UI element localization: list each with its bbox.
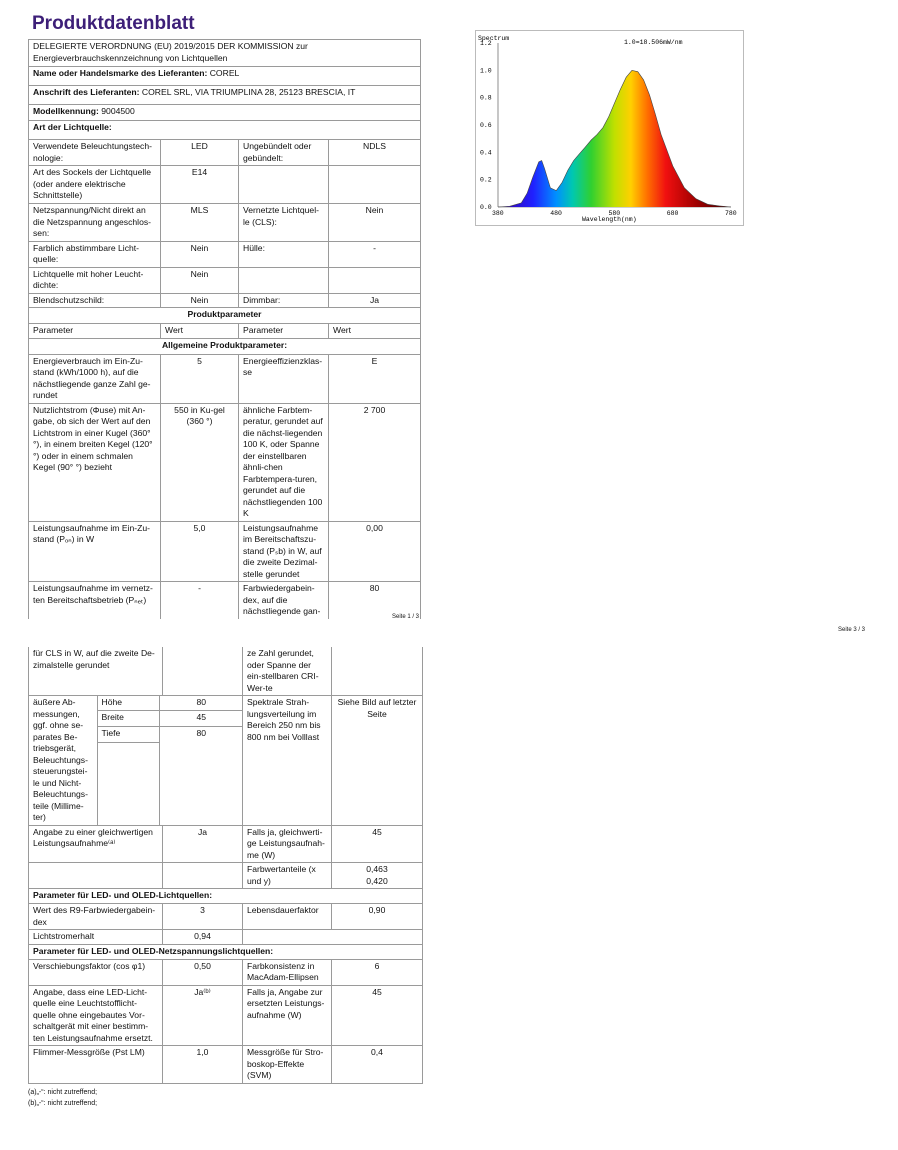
cri-value: 80 — [329, 582, 421, 619]
col-value-header: Wert — [161, 324, 239, 339]
mains-value: MLS — [161, 204, 239, 242]
empty-cell — [159, 742, 243, 825]
supplier-table — [28, 39, 421, 619]
supplier-name-row — [29, 67, 421, 86]
pon-value: 5,0 — [161, 521, 239, 582]
replacement-label: Angabe, dass eine LED-Licht-quelle eine Leuchtstofflicht-quelle ohne eingebautes Vor-schaltgerät mit einer bestimm-ten Leistungsaufnahme ersetzt. — [29, 985, 163, 1046]
energy-value: 5 — [161, 354, 239, 403]
empty-cell — [329, 267, 421, 293]
tech-value: LED — [161, 140, 239, 166]
x-tick-label: 580 — [608, 210, 621, 217]
equivalent-power-label: Angabe zu einer gleichwertigen Leistungsaufnahme⁽ᵃ⁾ — [29, 825, 163, 863]
glare-label: Blendschutzschild: — [29, 293, 161, 308]
bundled-value: NDLS — [329, 140, 421, 166]
depth-value: 80 — [159, 726, 243, 742]
pon-label: Leistungsaufnahme im Ein-Zu-stand (Pₒₙ) in W — [29, 521, 161, 582]
col-param-header: Parameter — [239, 324, 329, 339]
cls-label: Vernetzte Lichtquel-le (CLS): — [239, 204, 329, 242]
psb-value: 0,00 — [329, 521, 421, 582]
macadam-value: 6 — [332, 959, 423, 985]
light-type-heading: Art der Lichtquelle: — [29, 121, 421, 140]
general-params-header: Allgemeine Produktparameter: — [29, 338, 421, 354]
equivalent-watt-label: Falls ja, gleichwerti-ge Leistungsaufnah-me (W) — [243, 825, 332, 863]
empty-cell — [239, 267, 329, 293]
height-value: 80 — [159, 696, 243, 711]
pnet-value: - — [161, 582, 239, 619]
width-value: 45 — [159, 711, 243, 727]
equivalent-power-value: Ja — [163, 825, 243, 863]
macadam-label: Farbkonsistenz in MacAdam-Ellipsen — [243, 959, 332, 985]
displacement-factor-value: 0,50 — [163, 959, 243, 985]
mains-label: Netzspannung/Nicht direkt an die Netzspannung angeschlos-sen: — [29, 204, 161, 242]
y-tick-label: 0.6 — [480, 122, 492, 129]
supplier-name-label: Name oder Handelsmarke des Lieferanten: — [33, 68, 208, 78]
y-tick-label: 0.4 — [480, 149, 492, 157]
x-tick-label: 680 — [666, 210, 679, 217]
lumen-maintenance-label: Lichtstromerhalt — [29, 930, 163, 945]
supplier-address-row — [29, 86, 421, 105]
datasheet-page-1 — [28, 13, 420, 619]
envelope-label: Hülle: — [239, 241, 329, 267]
empty-cell — [29, 863, 163, 889]
replacement-watt-value: 45 — [332, 985, 423, 1046]
mains-led-params-header: Parameter für LED- und OLED-Netzspannungslichtquellen: — [29, 944, 423, 959]
r9-value: 3 — [163, 904, 243, 930]
product-params-header: Produktparameter — [29, 308, 421, 324]
chart-title: Spectrum — [478, 35, 510, 42]
col-value-header: Wert — [329, 324, 421, 339]
r9-label: Wert des R9-Farbwiedergabein-dex — [29, 904, 163, 930]
empty-cell — [243, 930, 332, 945]
flicker-value: 1,0 — [163, 1046, 243, 1084]
regulation-text: DELEGIERTE VERORDNUNG (EU) 2019/2015 DER KOMMISSION zur Energieverbrauchskennzeichnung von Lichtquellen — [29, 40, 421, 67]
spectrum-svg — [476, 31, 743, 225]
empty-cell — [239, 166, 329, 204]
y-tick-label: 1.2 — [480, 40, 492, 47]
model-label: Modellkennung: — [33, 106, 99, 116]
y-tick-label: 1.0 — [480, 67, 492, 75]
page-title: Produktdatenblatt — [32, 13, 195, 34]
width-label: Breite — [97, 711, 159, 727]
chromaticity-x: 0,463 — [366, 864, 388, 874]
empty-cell — [97, 742, 159, 825]
led-params-header: Parameter für LED- und OLED-Lichtquellen: — [29, 889, 423, 904]
flicker-label: Flimmer-Messgröße (Pst LM) — [29, 1046, 163, 1084]
socket-label: Art des Sockels der Lichtquelle (oder andere elektrische Schnittstelle) — [29, 166, 161, 204]
spectrum-chart — [475, 30, 744, 226]
bundled-label: Ungebündelt oder gebündelt: — [239, 140, 329, 166]
x-axis-label: Wavelength(nm) — [582, 216, 637, 223]
tunable-label: Farblich abstimmbare Licht-quelle: — [29, 241, 161, 267]
replacement-watt-label: Falls ja, Angabe zur ersetzten Leistungs-aufnahme (W) — [243, 985, 332, 1046]
spectrum-area — [498, 70, 731, 207]
depth-label: Tiefe — [97, 726, 159, 742]
high-luminance-value: Nein — [161, 267, 239, 293]
dimensions-cell — [29, 696, 243, 826]
model-id: 9004500 — [101, 106, 135, 116]
params-table-continued — [28, 647, 423, 1084]
supplier-name: COREL — [209, 68, 240, 78]
high-luminance-label: Lichtquelle mit hoher Leucht-dichte: — [29, 267, 161, 293]
glare-value: Nein — [161, 293, 239, 308]
envelope-value: - — [329, 241, 421, 267]
empty-cell — [163, 863, 243, 889]
pnet-label: Leistungsaufnahme im vernetz-ten Bereitschaftsbetrieb (Pₙₑₜ) — [29, 582, 161, 619]
empty-cell — [329, 166, 421, 204]
replacement-value: Ja⁽ᵇ⁾ — [163, 985, 243, 1046]
supplier-address-label: Anschrift des Lieferanten: — [33, 87, 140, 97]
lifetime-factor-value: 0,90 — [332, 904, 423, 930]
y-tick-label: 0.2 — [480, 176, 492, 184]
energy-class-label: Energieeffizienzklas-se — [239, 354, 329, 403]
tunable-value: Nein — [161, 241, 239, 267]
footnotes — [28, 1087, 422, 1109]
dims-label: äußere Ab-messungen, ggf. ohne se-parates Be-triebsgerät, Beleuchtungs-steuerungstei-le und Nicht-Beleuchtungs-teile (Millime-ter) — [29, 696, 97, 825]
displacement-factor-label: Verschiebungsfaktor (cos φ1) — [29, 959, 163, 985]
empty-cell — [163, 647, 243, 696]
x-tick-label: 380 — [492, 210, 504, 217]
footnote-a: (a)„-“: nicht zutreffend; — [28, 1088, 98, 1096]
model-row — [29, 105, 421, 121]
spectral-value: Siehe Bild auf letzter Seite — [332, 696, 423, 826]
svm-value: 0,4 — [332, 1046, 423, 1084]
datasheet-page-3 — [28, 647, 422, 1109]
x-tick-label: 780 — [725, 210, 737, 217]
chromaticity-y: 0,420 — [366, 875, 388, 886]
flux-value: 550 in Ku-gel (360 °) — [161, 403, 239, 521]
lifetime-factor-label: Lebensdauerfaktor — [243, 904, 332, 930]
height-label: Höhe — [97, 696, 159, 711]
lumen-maintenance-value: 0,94 — [163, 930, 243, 945]
chromaticity-value — [332, 863, 423, 889]
cct-label: ähnliche Farbtem-peratur, gerundet auf die nächst-liegenden 100 K, oder Spanne der einstellbaren ähnli-chen Farbtempera-turen, gerundet auf die nächstliegenden 100 K — [239, 403, 329, 521]
socket-value: E14 — [161, 166, 239, 204]
pnet-label-cont: für CLS in W, auf die zweite De-zimalstelle gerundet — [29, 647, 163, 696]
dimmable-value: Ja — [329, 293, 421, 308]
col-param-header: Parameter — [29, 324, 161, 339]
cri-label: Farbwiedergabein-dex, auf die nächstliegende gan- — [239, 582, 329, 619]
x-tick-label: 480 — [550, 210, 562, 217]
energy-label: Energieverbrauch im Ein-Zu-stand (kWh/1000 h), auf die nächstliegende ganze Zahl ge-rundet — [29, 354, 161, 403]
supplier-address: COREL SRL, VIA TRIUMPLINA 28, 25123 BRESCIA, IT — [141, 87, 356, 97]
tech-label: Verwendete Beleuchtungstech-nologie: — [29, 140, 161, 166]
dimensions-table — [29, 696, 243, 825]
dimmable-label: Dimmbar: — [239, 293, 329, 308]
energy-class-value: E — [329, 354, 421, 403]
footnote-b: (b)„-“: nicht zutreffend; — [28, 1099, 98, 1107]
cls-value: Nein — [329, 204, 421, 242]
y-tick-label: 0.0 — [480, 204, 492, 211]
page-number-3: Seite 3 / 3 — [838, 627, 866, 633]
page-number-1: Seite 1 / 3 — [392, 614, 420, 620]
empty-cell — [332, 930, 423, 945]
equivalent-watt-value: 45 — [332, 825, 423, 863]
chart-legend: 1.0=18.506mW/nm — [624, 39, 683, 46]
cri-label-cont: ze Zahl gerundet, oder Spanne der ein-stellbaren CRI-Wer-te — [243, 647, 332, 696]
y-tick-label: 0.8 — [480, 94, 492, 102]
chromaticity-label: Farbwertanteile (x und y) — [243, 863, 332, 889]
psb-label: Leistungsaufnahme im Bereitschaftszu-stand (Pₛb) in W, auf die zweite Dezimal-stelle gerundet — [239, 521, 329, 582]
spectral-label: Spektrale Strah-lungsverteilung im Bereich 250 nm bis 800 nm bei Volllast — [243, 696, 332, 826]
cct-value: 2 700 — [329, 403, 421, 521]
empty-cell — [332, 647, 423, 696]
flux-label: Nutzlichtstrom (Φuse) mit An-gabe, ob sich der Wert auf den Lichtstrom in einer Kugel (360° °), in einem breiten Kegel (120° °) oder in einem schmalen Kegel (90° °) bezieht — [29, 403, 161, 521]
svm-label: Messgröße für Stro-boskop-Effekte (SVM) — [243, 1046, 332, 1084]
